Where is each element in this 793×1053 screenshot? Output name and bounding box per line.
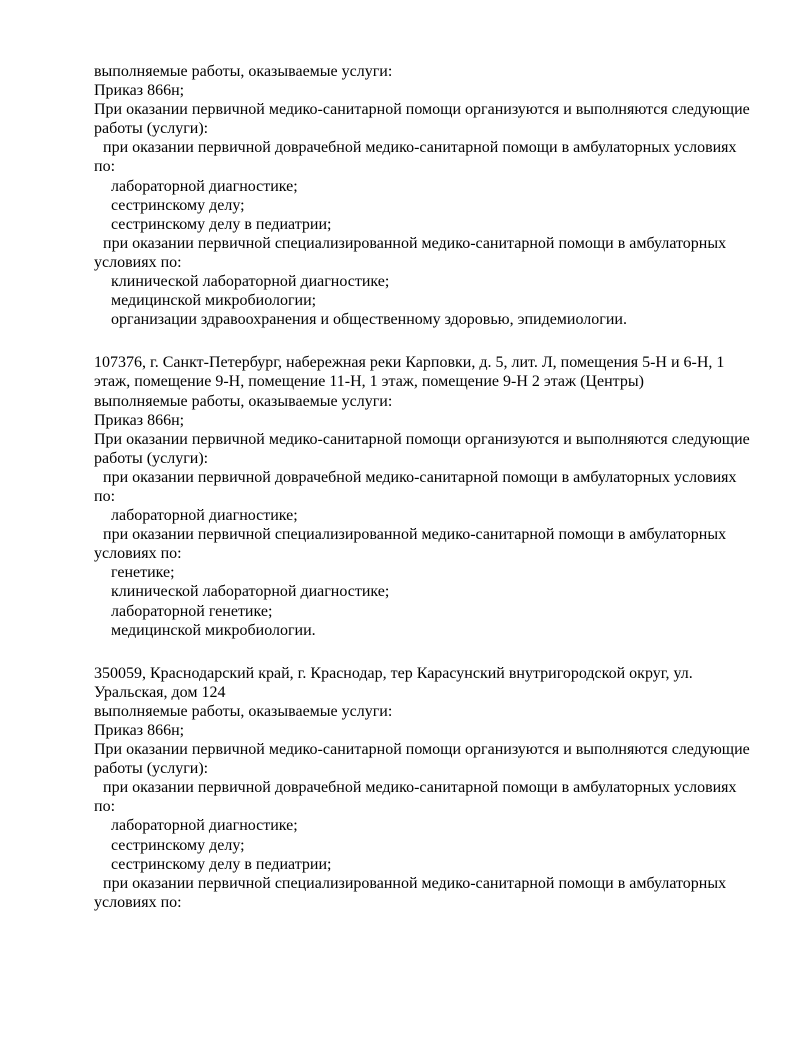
- text-line: генетике;: [111, 564, 175, 582]
- text-line: При оказании первичной медико-санитарной помощи организуются и выполняются следующие: [94, 430, 750, 448]
- text-line: медицинской микробиологии.: [111, 621, 316, 639]
- text-line: по:: [94, 487, 116, 505]
- text-line: организации здравоохранения и общественному здоровью, эпидемиологии.: [111, 311, 627, 329]
- text-line: по:: [94, 798, 116, 816]
- document-page: [94, 62, 754, 912]
- text-line: При оказании первичной медико-санитарной помощи организуются и выполняются следующие: [94, 741, 750, 759]
- text-line: лабораторной диагностике;: [111, 177, 298, 195]
- text-line: условиях по:: [94, 253, 182, 271]
- text-line: условиях по:: [94, 893, 182, 911]
- text-line: Приказ 866н;: [94, 722, 185, 739]
- text-line: лабораторной диагностике;: [111, 507, 298, 525]
- location-section-krasnodar: [94, 664, 754, 912]
- text-line: при оказании первичной доврачебной медико-санитарной помощи в амбулаторных условиях: [103, 468, 737, 486]
- text-line: клинической лабораторной диагностике;: [111, 273, 390, 291]
- text-line: 107376, г. Санкт-Петербург, набережная реки Карповки, д. 5, лит. Л, помещения 5-Н и 6-Н, 1: [94, 354, 725, 372]
- text-line: клинической лабораторной диагностике;: [111, 583, 390, 601]
- text-line: при оказании первичной специализированной медико-санитарной помощи в амбулаторных: [103, 526, 727, 544]
- text-line: Приказ 866н;: [94, 82, 185, 100]
- text-line: работы (услуги):: [94, 449, 209, 467]
- text-line: выполняемые работы, оказываемые услуги:: [94, 392, 393, 410]
- text-line: Уральская, дом 124: [94, 683, 226, 701]
- text-line: медицинской микробиологии;: [111, 292, 317, 310]
- text-line: сестринскому делу в педиатрии;: [111, 855, 332, 873]
- text-line: Приказ 866н;: [94, 411, 185, 429]
- text-line: работы (услуги):: [94, 120, 209, 138]
- text-line: при оказании первичной специализированной медико-санитарной помощи в амбулаторных: [103, 234, 727, 252]
- text-line: сестринскому делу;: [111, 836, 245, 854]
- text-line: сестринскому делу в педиатрии;: [111, 215, 332, 233]
- text-line: при оказании первичной специализированной медико-санитарной помощи в амбулаторных: [103, 874, 727, 892]
- text-line: При оказании первичной медико-санитарной помощи организуются и выполняются следующие: [94, 101, 750, 119]
- text-line: при оказании первичной доврачебной медико-санитарной помощи в амбулаторных условиях: [103, 139, 737, 157]
- location-section-spb: [94, 353, 754, 639]
- text-line: 350059, Краснодарский край, г. Краснодар, тер Карасунский внутригородской округ, ул.: [94, 664, 693, 682]
- text-line: выполняемые работы, оказываемые услуги:: [94, 63, 393, 80]
- text-line: работы (услуги):: [94, 760, 209, 778]
- text-line: лабораторной генетике;: [111, 602, 273, 620]
- text-line: лабораторной диагностике;: [111, 817, 298, 835]
- text-line: этаж, помещение 9-Н, помещение 11-Н, 1 этаж, помещение 9-Н 2 этаж (Центры): [94, 373, 644, 391]
- license-works-section: [94, 62, 754, 329]
- text-line: по:: [94, 158, 116, 176]
- text-line: при оказании первичной доврачебной медико-санитарной помощи в амбулаторных условиях: [103, 779, 737, 797]
- text-line: условиях по:: [94, 545, 182, 563]
- text-line: выполняемые работы, оказываемые услуги:: [94, 702, 393, 720]
- text-line: сестринскому делу;: [111, 196, 245, 214]
